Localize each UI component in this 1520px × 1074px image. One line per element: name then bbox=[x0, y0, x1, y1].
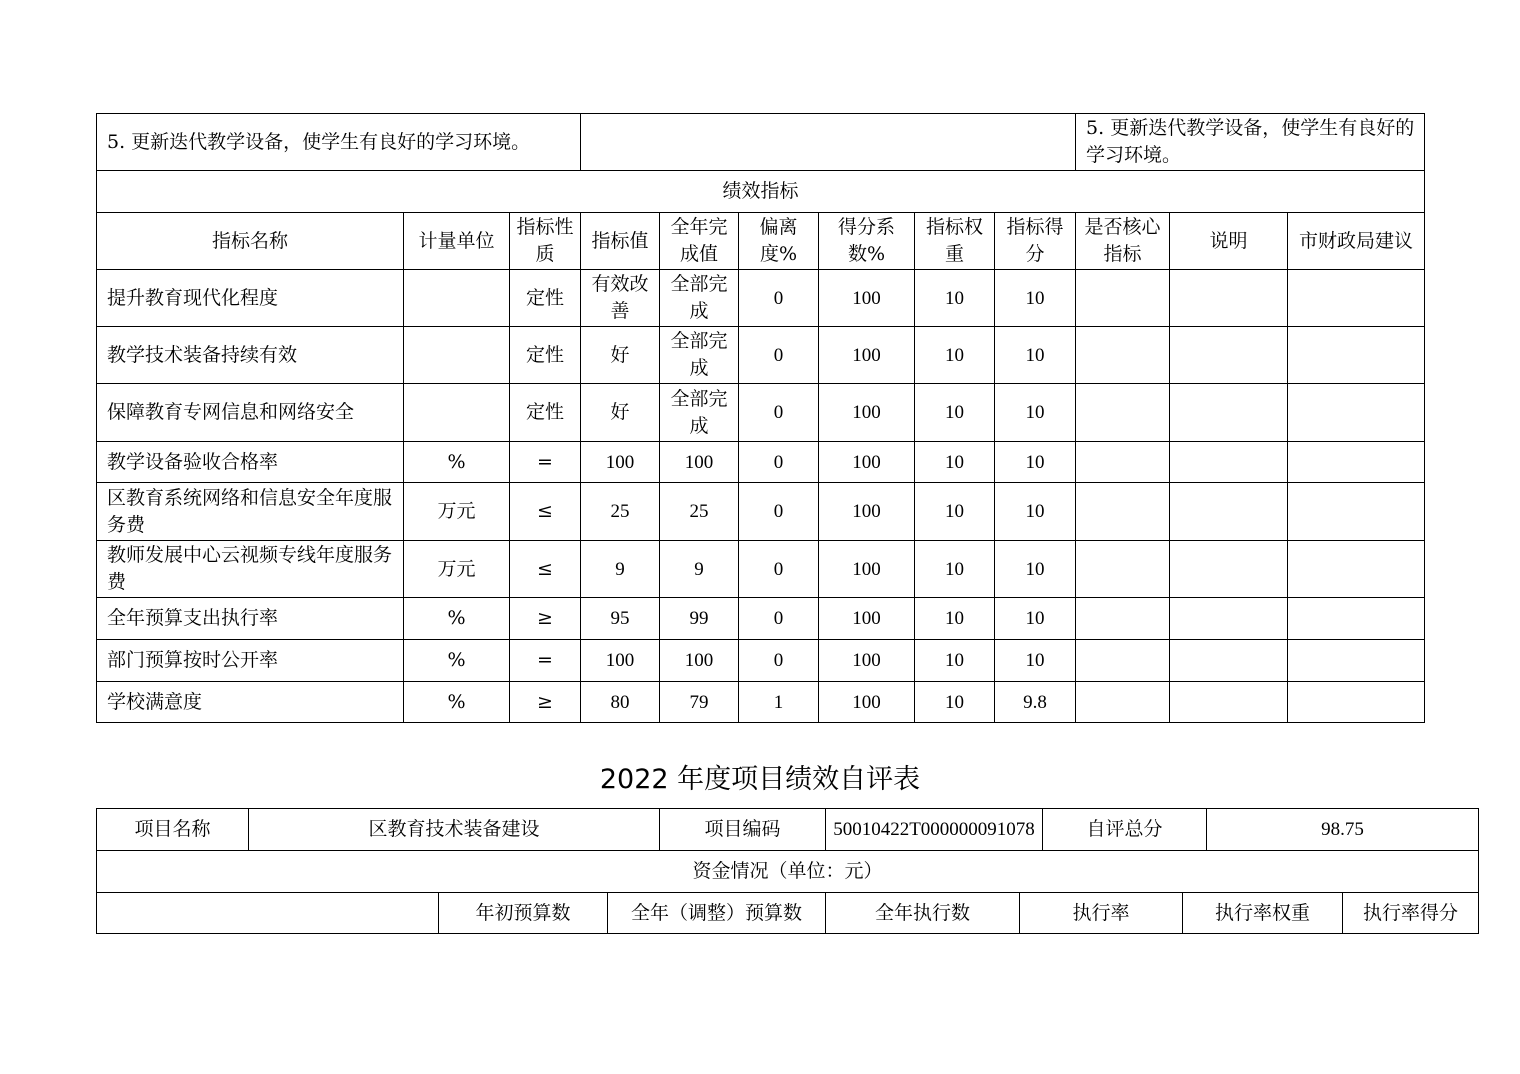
suggestion-cell bbox=[1288, 640, 1425, 682]
nature-cell: ≥ bbox=[510, 598, 581, 640]
weight-cell: 10 bbox=[915, 384, 995, 442]
nature-cell: ≥ bbox=[510, 682, 581, 723]
core-cell bbox=[1076, 327, 1170, 384]
suggestion-cell bbox=[1288, 442, 1425, 483]
core-cell bbox=[1076, 682, 1170, 723]
unit-cell: % bbox=[404, 640, 510, 682]
weight-cell: 10 bbox=[915, 442, 995, 483]
deviation-cell: 0 bbox=[739, 270, 819, 327]
weight-cell: 10 bbox=[915, 327, 995, 384]
funds-header-cell: 全年（调整）预算数 bbox=[608, 893, 826, 934]
target-cell: 100 bbox=[581, 640, 660, 682]
table-row bbox=[97, 270, 1425, 327]
coef-cell: 100 bbox=[819, 541, 915, 598]
project-code-label: 项目编码 bbox=[660, 809, 826, 851]
header-cell: 指标得分 bbox=[995, 213, 1076, 270]
score-cell: 10 bbox=[995, 541, 1076, 598]
goal-left-cell: 5. 更新迭代教学设备，使学生有良好的学习环境。 bbox=[97, 114, 581, 171]
nature-cell: ≤ bbox=[510, 483, 581, 541]
coef-cell: 100 bbox=[819, 640, 915, 682]
unit-cell: 万元 bbox=[404, 541, 510, 598]
note-cell bbox=[1170, 270, 1288, 327]
header-row bbox=[97, 213, 1425, 270]
coef-cell: 100 bbox=[819, 682, 915, 723]
goal-row bbox=[97, 114, 1425, 171]
target-cell: 25 bbox=[581, 483, 660, 541]
nature-cell: ≤ bbox=[510, 541, 581, 598]
funds-header-row bbox=[97, 893, 1479, 934]
unit-cell: % bbox=[404, 442, 510, 483]
note-cell bbox=[1170, 598, 1288, 640]
score-cell: 10 bbox=[995, 598, 1076, 640]
self-score-label: 自评总分 bbox=[1043, 809, 1207, 851]
table-row bbox=[97, 598, 1425, 640]
table-row bbox=[97, 442, 1425, 483]
coef-cell: 100 bbox=[819, 442, 915, 483]
note-cell bbox=[1170, 682, 1288, 723]
note-cell bbox=[1170, 541, 1288, 598]
suggestion-cell bbox=[1288, 682, 1425, 723]
indicator-name: 教学设备验收合格率 bbox=[97, 442, 404, 483]
nature-cell: = bbox=[510, 640, 581, 682]
indicator-name: 教学技术装备持续有效 bbox=[97, 327, 404, 384]
target-cell: 9 bbox=[581, 541, 660, 598]
score-cell: 10 bbox=[995, 327, 1076, 384]
unit-cell: % bbox=[404, 598, 510, 640]
nature-cell: 定性 bbox=[510, 384, 581, 442]
deviation-cell: 0 bbox=[739, 442, 819, 483]
weight-cell: 10 bbox=[915, 541, 995, 598]
unit-cell: 万元 bbox=[404, 483, 510, 541]
unit-cell bbox=[404, 270, 510, 327]
performance-table bbox=[96, 113, 1425, 723]
target-cell: 95 bbox=[581, 598, 660, 640]
self-eval-table bbox=[96, 808, 1479, 934]
header-cell: 市财政局建议 bbox=[1288, 213, 1425, 270]
header-cell: 指标权重 bbox=[915, 213, 995, 270]
weight-cell: 10 bbox=[915, 640, 995, 682]
coef-cell: 100 bbox=[819, 598, 915, 640]
self-score-value: 98.75 bbox=[1207, 809, 1479, 851]
nature-cell: = bbox=[510, 442, 581, 483]
note-cell bbox=[1170, 483, 1288, 541]
funds-header-cell: 执行率权重 bbox=[1183, 893, 1343, 934]
core-cell bbox=[1076, 541, 1170, 598]
actual-cell: 100 bbox=[660, 442, 739, 483]
header-cell: 计量单位 bbox=[404, 213, 510, 270]
actual-cell: 25 bbox=[660, 483, 739, 541]
table-row bbox=[97, 541, 1425, 598]
score-cell: 9.8 bbox=[995, 682, 1076, 723]
core-cell bbox=[1076, 384, 1170, 442]
weight-cell: 10 bbox=[915, 270, 995, 327]
funds-header-cell: 执行率得分 bbox=[1343, 893, 1479, 934]
target-cell: 100 bbox=[581, 442, 660, 483]
deviation-cell: 0 bbox=[739, 384, 819, 442]
self-eval-title: 2022 年度项目绩效自评表 bbox=[599, 764, 921, 795]
core-cell bbox=[1076, 483, 1170, 541]
indicator-name: 教师发展中心云视频专线年度服务费 bbox=[97, 541, 404, 598]
weight-cell: 10 bbox=[915, 598, 995, 640]
target-cell: 80 bbox=[581, 682, 660, 723]
suggestion-cell bbox=[1288, 327, 1425, 384]
core-cell bbox=[1076, 442, 1170, 483]
table-row bbox=[97, 384, 1425, 442]
deviation-cell: 0 bbox=[739, 327, 819, 384]
table-row bbox=[97, 640, 1425, 682]
table-row bbox=[97, 682, 1425, 723]
funds-header-cell: 年初预算数 bbox=[439, 893, 608, 934]
indicator-name: 提升教育现代化程度 bbox=[97, 270, 404, 327]
header-cell: 说明 bbox=[1170, 213, 1288, 270]
deviation-cell: 1 bbox=[739, 682, 819, 723]
project-name-label: 项目名称 bbox=[97, 809, 249, 851]
suggestion-cell bbox=[1288, 384, 1425, 442]
unit-cell: % bbox=[404, 682, 510, 723]
funds-header-cell: 执行率 bbox=[1020, 893, 1183, 934]
indicator-name: 学校满意度 bbox=[97, 682, 404, 723]
target-cell: 好 bbox=[581, 327, 660, 384]
note-cell bbox=[1170, 442, 1288, 483]
actual-cell: 全部完成 bbox=[660, 270, 739, 327]
goal-middle-cell bbox=[581, 114, 1076, 171]
deviation-cell: 0 bbox=[739, 483, 819, 541]
target-cell: 好 bbox=[581, 384, 660, 442]
core-cell bbox=[1076, 598, 1170, 640]
actual-cell: 100 bbox=[660, 640, 739, 682]
deviation-cell: 0 bbox=[739, 598, 819, 640]
project-code-value: 50010422T000000091078 bbox=[826, 809, 1043, 851]
suggestion-cell bbox=[1288, 598, 1425, 640]
project-name-value: 区教育技术装备建设 bbox=[249, 809, 660, 851]
nature-cell: 定性 bbox=[510, 327, 581, 384]
project-info-row bbox=[97, 809, 1479, 851]
note-cell bbox=[1170, 327, 1288, 384]
header-cell: 得分系数% bbox=[819, 213, 915, 270]
header-cell: 全年完成值 bbox=[660, 213, 739, 270]
actual-cell: 79 bbox=[660, 682, 739, 723]
section-title: 绩效指标 bbox=[97, 171, 1425, 213]
actual-cell: 9 bbox=[660, 541, 739, 598]
indicator-name: 全年预算支出执行率 bbox=[97, 598, 404, 640]
suggestion-cell bbox=[1288, 541, 1425, 598]
score-cell: 10 bbox=[995, 483, 1076, 541]
score-cell: 10 bbox=[995, 442, 1076, 483]
header-cell: 指标值 bbox=[581, 213, 660, 270]
deviation-cell: 0 bbox=[739, 541, 819, 598]
core-cell bbox=[1076, 640, 1170, 682]
indicator-name: 保障教育专网信息和网络安全 bbox=[97, 384, 404, 442]
note-cell bbox=[1170, 384, 1288, 442]
core-cell bbox=[1076, 270, 1170, 327]
indicator-name: 区教育系统网络和信息安全年度服务费 bbox=[97, 483, 404, 541]
funds-header-cell: 全年执行数 bbox=[826, 893, 1020, 934]
table-row bbox=[97, 483, 1425, 541]
nature-cell: 定性 bbox=[510, 270, 581, 327]
goal-right-cell: 5. 更新迭代教学设备，使学生有良好的学习环境。 bbox=[1076, 114, 1425, 171]
unit-cell bbox=[404, 327, 510, 384]
score-cell: 10 bbox=[995, 270, 1076, 327]
weight-cell: 10 bbox=[915, 483, 995, 541]
score-cell: 10 bbox=[995, 640, 1076, 682]
coef-cell: 100 bbox=[819, 384, 915, 442]
funds-header-cell bbox=[97, 893, 439, 934]
funds-title: 资金情况（单位：元） bbox=[97, 851, 1479, 893]
suggestion-cell bbox=[1288, 483, 1425, 541]
header-cell: 指标性质 bbox=[510, 213, 581, 270]
header-cell: 是否核心指标 bbox=[1076, 213, 1170, 270]
header-cell: 指标名称 bbox=[97, 213, 404, 270]
coef-cell: 100 bbox=[819, 327, 915, 384]
target-cell: 有效改善 bbox=[581, 270, 660, 327]
table-row bbox=[97, 327, 1425, 384]
actual-cell: 全部完成 bbox=[660, 384, 739, 442]
coef-cell: 100 bbox=[819, 483, 915, 541]
unit-cell bbox=[404, 384, 510, 442]
indicator-name: 部门预算按时公开率 bbox=[97, 640, 404, 682]
deviation-cell: 0 bbox=[739, 640, 819, 682]
weight-cell: 10 bbox=[915, 682, 995, 723]
actual-cell: 99 bbox=[660, 598, 739, 640]
actual-cell: 全部完成 bbox=[660, 327, 739, 384]
score-cell: 10 bbox=[995, 384, 1076, 442]
suggestion-cell bbox=[1288, 270, 1425, 327]
header-cell: 偏离度% bbox=[739, 213, 819, 270]
note-cell bbox=[1170, 640, 1288, 682]
coef-cell: 100 bbox=[819, 270, 915, 327]
